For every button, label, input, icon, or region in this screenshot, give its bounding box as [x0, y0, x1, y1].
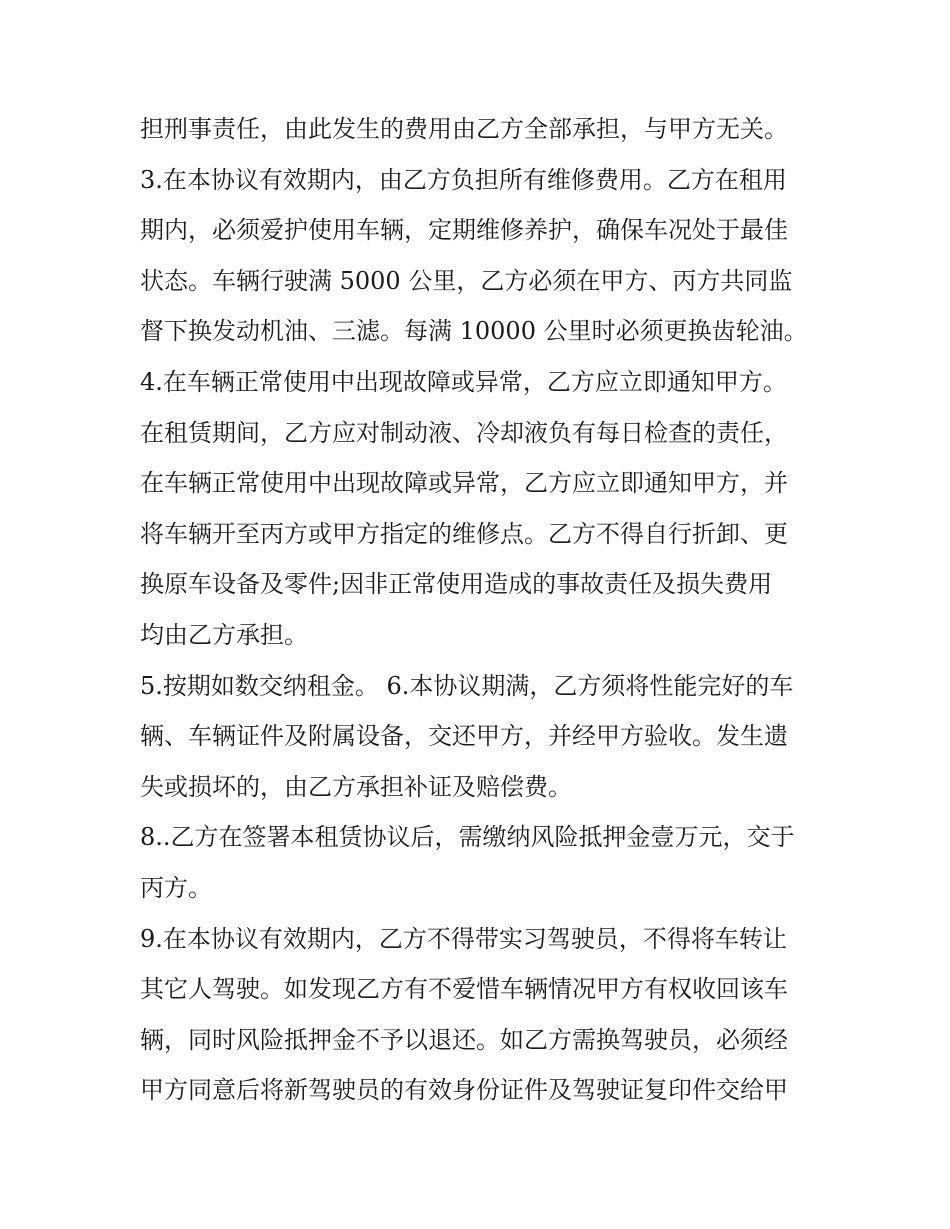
text-line-14: 失或损坏的，由乙方承担补证及赔偿费。 — [140, 772, 572, 801]
text-line-10: 换原车设备及零件;因非正常使用造成的事故责任及损失费用 — [140, 570, 773, 599]
text-line-11: 均由乙方承担。 — [140, 620, 308, 649]
text-line-5: 督下换发动机油、三滤。每满 10000 公里时必须更换齿轮油。 — [140, 317, 808, 346]
text-line-7: 在租赁期间，乙方应对制动液、冷却液负有每日检查的责任， — [140, 418, 788, 447]
text-line-4: 状态。车辆行驶满 5000 公里，乙方必须在甲方、丙方共同监 — [140, 266, 793, 295]
text-line-13: 辆、车辆证件及附属设备，交还甲方，并经甲方验收。发生遗 — [140, 722, 788, 751]
text-line-3: 期内，必须爱护使用车辆，定期维修养护，确保车况处于最佳 — [140, 216, 788, 245]
text-line-6: 4.在车辆正常使用中出现故障或异常，乙方应立即通知甲方。 — [140, 367, 787, 396]
text-line-20: 甲方同意后将新驾驶员的有效身份证件及驾驶证复印件交给甲 — [140, 1076, 788, 1105]
text-line-18: 其它人驾驶。如发现乙方有不爱惜车辆情况甲方有权收回该车 — [140, 975, 788, 1004]
text-line-19: 辆，同时风险抵押金不予以退还。如乙方需换驾驶员，必须经 — [140, 1025, 788, 1054]
text-line-16: 丙方。 — [140, 873, 212, 902]
text-line-12: 5.按期如数交纳租金。 6.本协议期满，乙方须将性能完好的车 — [140, 671, 794, 700]
text-line-8: 在车辆正常使用中出现故障或异常，乙方应立即通知甲方，并 — [140, 469, 788, 498]
text-line-1: 担刑事责任，由此发生的费用由乙方全部承担，与甲方无关。 — [140, 115, 788, 143]
text-line-9: 将车辆开至丙方或甲方指定的维修点。乙方不得自行折卸、更 — [140, 519, 788, 548]
text-line-2: 3.在本协议有效期内，由乙方负担所有维修费用。乙方在租用 — [140, 165, 787, 194]
text-line-17: 9.在本协议有效期内，乙方不得带实习驾驶员，不得将车转让 — [140, 924, 787, 953]
text-line-15: 8..乙方在签署本租赁协议后，需缴纳风险抵押金壹万元，交于 — [140, 823, 795, 852]
contract-text — [140, 104, 820, 1116]
